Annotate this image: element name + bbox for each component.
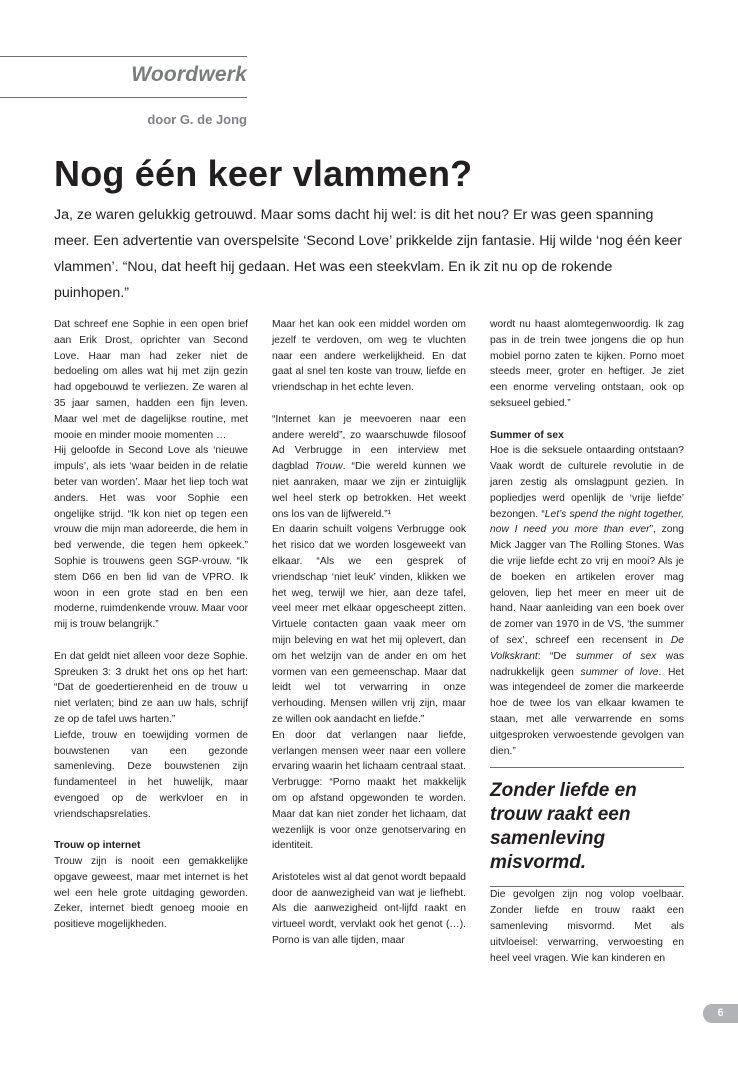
term: summer of love [580, 666, 659, 678]
paragraph: En daarin schuilt volgens Verbrugge ook het risico dat we worden losgeweekt van elkaar. “Als we een gesprek of vriendschap ‘niet leuk’ vinden, klikken we het weg, terwijl we hier, aan deze tafel, veel meer met elkaar opgescheept zitten. Virtuele contacten gaan vaak meer om mijn beleving en wat het mij oplevert, dan om het welzijn van de ander en om het vormen van een gemeenschap. Maar dat leidt wel tot verwarring in onze verhouding. Mensen willen vrij zijn, maar ze willen ook aandacht en liefde.” [272, 524, 466, 725]
newspaper-name: De Volkskrant [490, 634, 684, 662]
text-column-1 [54, 317, 248, 933]
newspaper-name: Trouw [314, 461, 343, 473]
paragraph: Dat schreef ene Sophie in een open brief aan Erik Drost, oprichter van Second Love. Haar man had zeker niet de bedoeling om alles wat hij met zijn gezin had opgebouwd te verliezen. Ze waren al 35 jaar samen, hadden een fijn leven. Maar wel met de dagelijkse routine, met mooie en minder mooie momenten … [54, 319, 248, 441]
term: summer of sex [575, 650, 657, 662]
text-run: ”, zong Mick Jagger van The Rolling Stones. Was die vrije liefde echt zo vrij en mooi? Als je de boeken en artikelen erover mag geloven, liep het meer en meer uit de hand. Naar aanleiding van een boek over de zomer van 1970 in de VS, ‘the summer of sex’, schreef een recensent in [490, 524, 684, 646]
article-lead: Ja, ze waren gelukkig getrouwd. Maar soms dacht hij wel: is dit het nou? Er was geen spanning meer. Een advertentie van overspelsite ‘Second Love’ prikkelde zijn fantasie. Hij wilde ‘nog één keer vlammen’. “Nou, dat heeft hij gedaan. Het was een steekvlam. En ik zit nu op de rokende puinhopen.” [54, 207, 683, 301]
page-number: 6 [703, 1004, 738, 1023]
paragraph: Aristoteles wist al dat genot wordt bepaald door de aanwezigheid van wat je liefhebt. Als die aanwezigheid ont-lijfd raakt en virtueel wordt, vervlakt ook het genot (…). Porno is van alle tijden, maar [272, 871, 466, 947]
text-run: “Internet kan je meevoeren naar een andere wereld”, zo waarschuwde filosoof Ad Verbrugge in een interview met dagblad [272, 413, 466, 473]
paragraph: Liefde, trouw en toewijding vormen de bouwstenen van een gezonde samenleving. Deze bouwstenen zijn fundamenteel in het huwelijk, maar evengoed op de werkvloer en in vriendschapsrelaties. [54, 729, 248, 820]
paragraph [272, 412, 466, 523]
paragraph: En dat geldt niet alleen voor deze Sophie. Spreuken 3: 3 drukt het ons op het hart: “Dat de goedertierenheid en de trouw u niet verlaten; bind ze aan uw hals, schrijf ze op de tafel uws harten.” [54, 650, 248, 725]
paragraph: Hij geloofde in Second Love als ‘nieuwe impuls’, als iets ‘waar beiden in de relatie beter van worden’. Maar het liep toch wat anders. Het was voor Sophie een ongelijke strijd. “Ik kon niet op tegen een vrouw die mijn man adoreerde, die hem in bed verwende, die tegen hem opkeek.” Sophie is trouwens geen SGP-vrouw. “Ik stem D66 en ben lid van de VPRO. Ik woon in een grote stad en ben een moderne, ruimdenkende vrouw. Maar voor mij is trouw belangrijk.” [54, 445, 248, 631]
paragraph [490, 443, 684, 759]
text-run: . Het was integendeel de zomer die markeerde hoe de twee los van elkaar kwamen te staan, met alle verwarrende en soms uitgesproken verwoestende gevolgen van dien.” [490, 666, 685, 757]
paragraph: Die gevolgen zijn nog volop voelbaar. Zonder liefde en trouw raakt een samenleving misvormd. Met als uitvloeisel: verwarring, verwoesting en heel veel vragen. Wie kan kinderen en [490, 889, 684, 964]
text-column-3 [490, 317, 684, 966]
section-rubric: Woordwerk [131, 63, 247, 86]
header-rule-top [0, 56, 247, 57]
text-run: : “De [537, 650, 576, 662]
article-title: Nog één keer vlammen? [54, 153, 473, 194]
paragraph: Trouw zijn is nooit een gemakkelijke opgave geweest, maar met internet is het wel een hele grote uitdaging geworden. Zeker, internet biedt genoeg mooie en positieve mogelijkheden. [54, 856, 248, 931]
paragraph: Maar het kan ook een middel worden om jezelf te verdoven, om weg te vluchten naar een andere werkelijkheid. En dat gaat al snel ten koste van trouw, liefde en vriendschap in het echte leven. [272, 319, 466, 394]
text-column-2 [272, 317, 466, 949]
text-run: Hoe is die seksuele ontaarding ontstaan? Vaak wordt de culturele revolutie in de jaren zestig als omslagpunt gezien. In popliedjes werd openlijk de ‘vrije liefde’ bezongen. “ [490, 445, 684, 520]
pull-quote: Zonder liefde en trouw raakt een samenleving misvormd. [490, 767, 684, 887]
header-rule-bottom [0, 97, 247, 98]
song-quote: Let’s spend the night together, now I need you more than ever [490, 508, 685, 536]
subheading-trouw-op-internet: Trouw op internet [54, 840, 141, 852]
text-run: was nadrukkelijk geen [490, 650, 684, 678]
author-byline: door G. de Jong [147, 112, 247, 127]
text-run: . “Die wereld kunnen we niet aanraken, maar we zijn er zintuiglijk wel heel sterk op betrokken. Het weekt ons los van de lijfwereld.”¹ [272, 461, 466, 520]
paragraph: En door dat verlangen naar liefde, verlangen mensen weer naar een vollere ervaring waarin het lichaam centraal staat. Verbrugge: “Porno maakt het makkelijk om op afstand opgewonden te worden. Maar dat kan niet zonder het lichaam, dat wezenlijk is voor onze genotservaring en identiteit. [272, 729, 466, 852]
paragraph: wordt nu haast alomtegenwoordig. Ik zag pas in de trein twee jongens die op hun mobiel porno zaten te kijken. Porno moet steeds meer, groter en heftiger. Je ziet een enorme verveling ontstaan, ook op seksueel gebied.” [490, 319, 684, 409]
subheading-summer-of-sex: Summer of sex [490, 429, 564, 441]
